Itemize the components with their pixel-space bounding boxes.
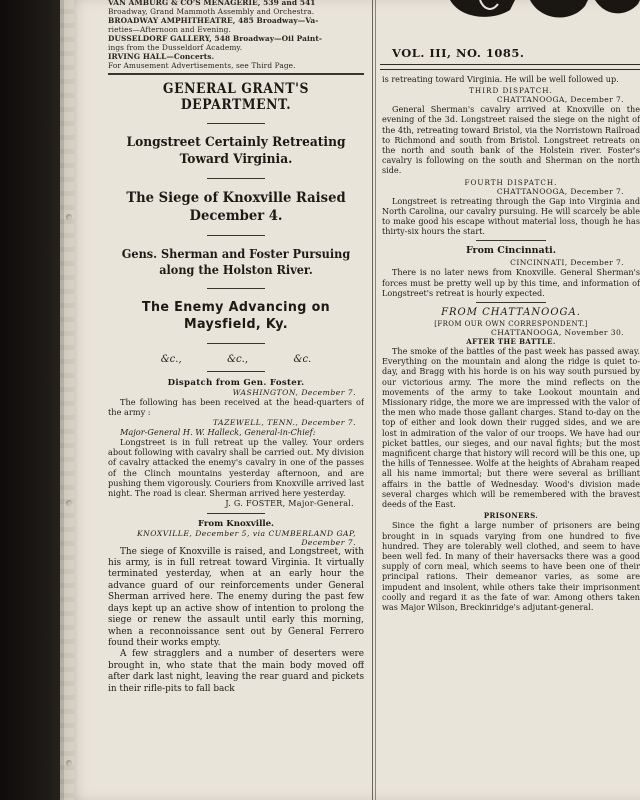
- divider: [380, 64, 640, 70]
- knoxville-body: The siege of Knoxville is raised, and Longstreet, with his army, is in full retreat toward Virginia. It virtually terminated yesterday, when at an early hour the advance guard of our reinforcements under General Sherman arrived here. The enemy during the past few days kept up an active show of intention to prolong the siege or renew the assault until early this morning, when a reconnoissance sent out by General Ferrero found their works empty.: [108, 546, 364, 648]
- department-title: GENERAL GRANT'S DEPARTMENT.: [162, 81, 310, 113]
- etc-mark: &c.,: [160, 354, 182, 365]
- binding-hole: [66, 760, 72, 766]
- dispatch-title: Dispatch from Gen. Foster.: [167, 378, 305, 388]
- knoxville-place: KNOXVILLE, December 5, via CUMBERLAND GAP, December 7.: [136, 528, 356, 547]
- from-chattanooga-title: FROM CHATTANOOGA.: [441, 307, 581, 319]
- masthead-ornament-icon: [380, 0, 640, 40]
- tazewell-place: TAZEWELL, TENN., December 7.: [212, 417, 356, 427]
- etc-mark: &c.,: [227, 354, 249, 365]
- article-text: The smoke of the battles of the past week has passed away. Everything on the mountain and along the ridge is quiet to-day, and Bragg with his horde is on his way south pursued by our victorious army. The more the mind reflects on the movements of the army to take Lookout mountain and Missionary ridge, the more we are impressed with the valor of the men who made those gallant charges. Stand to-day on the top of either and look down their rugged sides, and we are lost in admiration of the valor of our troops. We have had our picket battles, our sieges, and our naval fights; but the most magnificent charge that history will record will be this one, up the hills of Tennessee. Wolfe at the heights of Abraham reaped all his name immortal; but there were several as brilliant affairs in the battle of Wednesday. Wood's division made several charges which will be remembered with the bravest deeds of the East.: [382, 346, 640, 510]
- ad-line: BROADWAY AMPHITHEATRE, 485 Broadway—Va-: [108, 16, 319, 25]
- ad-line: For Amusement Advertisements, see Third Page.: [108, 61, 296, 70]
- ad-line: VAN AMBURG & CO'S MENAGERIE, 539 and 541: [108, 0, 316, 7]
- divider: [207, 513, 265, 514]
- ad-line: Broadway, Grand Mammoth Assembly and Orchestra.: [108, 7, 315, 16]
- correspondent-line: [FROM OUR OWN CORRESPONDENT.]: [434, 320, 588, 329]
- third-dispatch: THIRD DISPATCH.: [469, 86, 553, 96]
- divider: [207, 178, 265, 179]
- fourth-dispatch: FOURTH DISPATCH.: [464, 177, 558, 187]
- chattanooga-place: CHATTANOOGA, December 7.: [496, 186, 624, 196]
- ad-line: rieties—Afternoon and Evening.: [108, 25, 231, 34]
- divider: [207, 235, 265, 236]
- volume-line: [380, 46, 640, 60]
- article-text: Longstreet is retreating through the Gap into Virginia and North Carolina, our cavalry pursuing. He will scarcely be able to make good his escape without material loss, though he has thirty-six hours the start.: [382, 195, 640, 237]
- binding-hole: [66, 214, 72, 220]
- ad-line: DUSSELDORF GALLERY, 548 Broadway—Oil Paint-: [108, 34, 323, 43]
- article-text: There is no later news from Knoxville. General Sherman's forces must be pretty well up by this time, and information of Longstreet's retreat is hourly expected.: [382, 267, 640, 298]
- amusements-listing: [108, 0, 364, 70]
- ad-line: ings from the Dusseldorf Academy.: [108, 43, 243, 52]
- divider: [207, 371, 265, 372]
- volume-number: VOL. III, NO. 1085.: [392, 46, 525, 60]
- divider: [108, 73, 364, 75]
- divider: [476, 240, 546, 241]
- chattanooga-place: CHATTANOOGA, November 30.: [491, 328, 624, 338]
- foster-signature: J. G. FOSTER, Major-General.: [225, 498, 354, 508]
- ad-line: IRVING HALL—Concerts.: [108, 52, 215, 61]
- headline-pursuing: Gens. Sherman and Foster Pursuing along the Holston River.: [121, 247, 351, 277]
- headline-siege: The Siege of Knoxville Raised December 4.: [126, 190, 346, 224]
- column-rule-inner: [375, 0, 376, 800]
- etc-mark: &c.: [293, 354, 312, 365]
- chattanooga-place: CHATTANOOGA, December 7.: [496, 95, 624, 105]
- article-text: General Sherman's cavalry arrived at Knoxville on the evening of the 3d. Longstreet raised the siege on the night of the 4th, retreating toward Bristol, via the Norristown Railroad to Richmond and south from Bristol. Longstreet retreats on the north and south bank of the Holstein river. Foster's cavalry is following on the south and Sherman on the north side.: [382, 104, 640, 176]
- divider: [207, 288, 265, 289]
- divider: [207, 343, 265, 344]
- column-rule: [372, 0, 373, 800]
- knoxville-title: From Knoxville.: [197, 518, 275, 529]
- cincinnati-title: From Cincinnati.: [465, 245, 557, 257]
- knoxville-body-continued: A few stragglers and a number of deserters were brought in, who state that the main body moved off after dark last night, leaving the rear guard and pickets in their rifle-pits to fall back: [108, 649, 364, 694]
- paper-edge: [60, 0, 74, 800]
- divider: [476, 302, 546, 303]
- article-text: Since the fight a large number of prisoners are being brought in in squads varying from one hundred to five hundred. They are tolerably well clothed, and seem to have been well fed. In many of their haversacks there was a good supply of corn meal, which seems to have been one of their principal rations. Their demeanor varies, as some are impudent and insolent, while others take their imprisonment coolly and regard it as the fate of war. Among others taken was Major Wilson, Breckinridge's adjutant-general.: [382, 520, 640, 612]
- masthead-fragment: [380, 0, 640, 40]
- headline-longstreet: Longstreet Certainly Retreating Toward Virginia.: [126, 135, 346, 167]
- headline-enemy-advancing: The Enemy Advancing on Maysfield, Ky.: [141, 299, 331, 332]
- binding-hole: [66, 500, 72, 506]
- tazewell-address: Major-General H. W. Halleck, General-in-Chief:: [120, 426, 316, 437]
- dispatch-intro: The following has been received at the head-quarters of the army :: [108, 397, 364, 418]
- divider: [207, 123, 265, 124]
- cincinnati-place: CINCINNATI, December 7.: [510, 258, 624, 268]
- prisoners-head: PRISONERS.: [483, 511, 539, 521]
- right-column-text: [380, 74, 640, 612]
- after-battle-head: AFTER THE BATTLE.: [466, 337, 556, 347]
- left-column: [108, 0, 364, 800]
- dispatch-place: WASHINGTON, December 7.: [232, 388, 356, 397]
- tazewell-body: Longstreet is in full retreat up the valley. Your orders about following with cavalry shall be carried out. My division of cavalry attacked the enemy's cavalry in one of the passes of the Clinch mountains yesterday afternoon, and are pushing them vigorously. Couriers from Knoxville arrived last night. The road is clear. Sherman arrived here yesterday.: [108, 436, 364, 499]
- article-text: is retreating toward Virginia. He will be well followed up.: [382, 74, 619, 84]
- right-column: [380, 0, 640, 800]
- etc-line: [108, 354, 364, 365]
